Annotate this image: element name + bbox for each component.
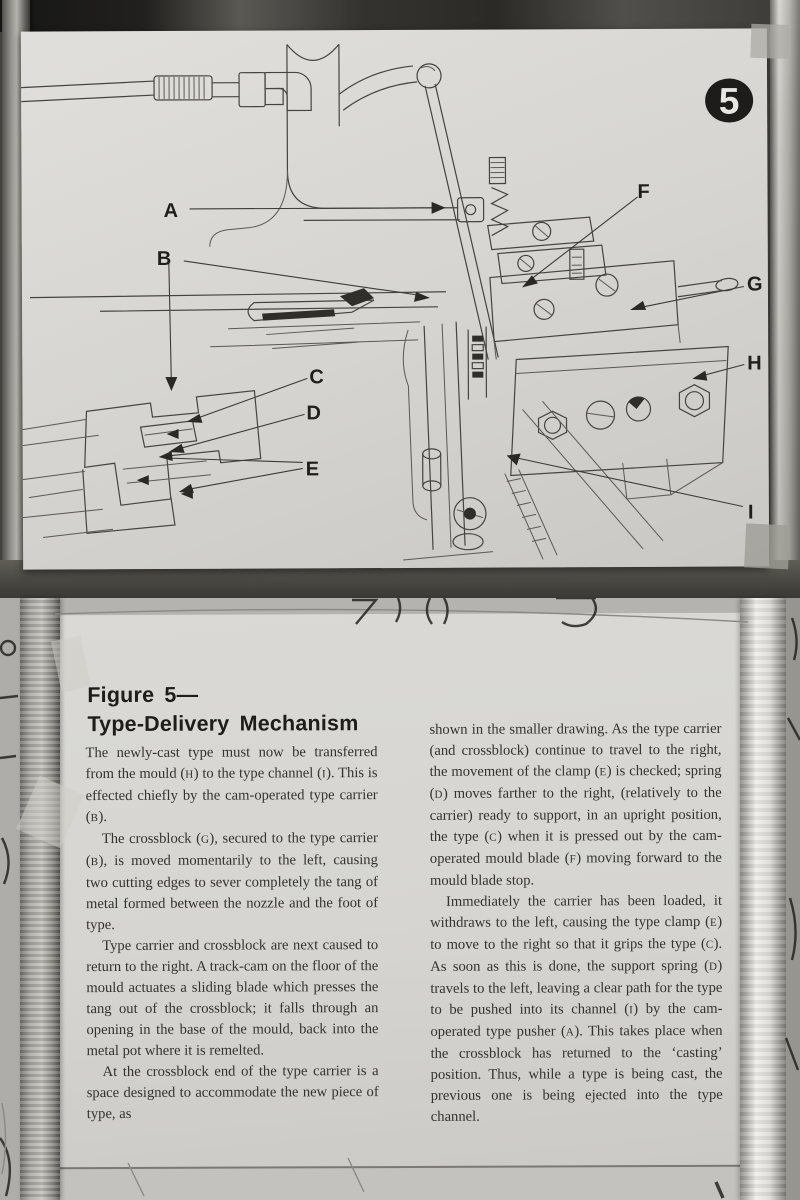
figure-number: 5 [718, 80, 740, 122]
manual-text-page [51, 613, 749, 1169]
label-a: A [163, 199, 179, 223]
tape-top-right [750, 24, 789, 59]
label-g: G [746, 273, 763, 296]
metal-frame-right [770, 0, 800, 598]
diagram-card [21, 28, 769, 569]
figure-5-diagram [21, 28, 769, 569]
figure-title [87, 680, 487, 739]
table-surface-top [0, 0, 800, 32]
label-f: F [637, 180, 650, 203]
foil-tape-right [740, 598, 786, 1200]
right-text-column [429, 719, 722, 1128]
paragraph: Immediately the carrier has been loaded, it withdraws to the left, causing the type clamp (E) to move to the right so that it grips the type (C). As soon as this is done, the support spring (D) travels to the left, leaving a clear path for the type to be pushed into its channel (I) by the cam-operated type pusher (A). This takes place when the crossblock has returned to the ‘casting’ position. Thus, while a type is being cast, the previous one is being ejected into the type channel. [430, 892, 723, 1125]
left-text-column [85, 742, 378, 1125]
tape-bottom-right [744, 523, 790, 569]
paragraph: shown in the smaller drawing. As the type carrier (and crossblock) continue to travel to the right, the movement of the clamp (E) is checked; spring (D) moves farther to the right, (relatively to the carrier) ready to support, in an upright position, the type (C) when it is pressed out by the cam-operated mould blade (F) moving forward to the mould blade stop. [429, 720, 722, 889]
figure-title-line1: Figure 5— [87, 682, 199, 708]
figure-number-badge [705, 78, 753, 122]
figure-title-line2: Type-Delivery Mechanism [87, 711, 359, 737]
machine-drawing [21, 43, 740, 562]
label-h: H [747, 352, 762, 375]
label-b: B [156, 247, 172, 271]
sketch-page-right-edge [786, 598, 800, 1200]
diagram-labels [156, 180, 763, 526]
leader-lines [158, 196, 745, 509]
sketch-page-left-edge [0, 598, 20, 1200]
photo-top-diagram [0, 0, 800, 598]
paragraph: At the crossblock end of the type carrier is a space designed to accommodate the new piece of type, as [86, 1063, 379, 1123]
paragraph: Type carrier and crossblock are next caused to return to the right. A track-cam on the floor of the mould actuates a sliding blade which presses the tang out of the crossblock; it falls through an opening in the base of the mould, back into the metal pot where it is remelted. [86, 937, 379, 1060]
paragraph: The newly-cast type must now be transferred from the mould (H) to the type channel (I). This is effected chiefly by the cam-operated type carrier (B). [85, 744, 378, 826]
foil-tape-left [20, 598, 60, 1200]
label-c: C [309, 366, 324, 389]
label-d: D [306, 402, 321, 425]
label-i: I [747, 501, 754, 524]
label-e: E [305, 458, 320, 481]
paragraph: The crossblock (G), secured to the type carrier (B), is moved momentarily to the left, causing two cutting edges to sever completely the tang of metal formed between the nozzle and the foot of type. [85, 830, 379, 934]
photo-bottom-text-page [0, 598, 800, 1200]
